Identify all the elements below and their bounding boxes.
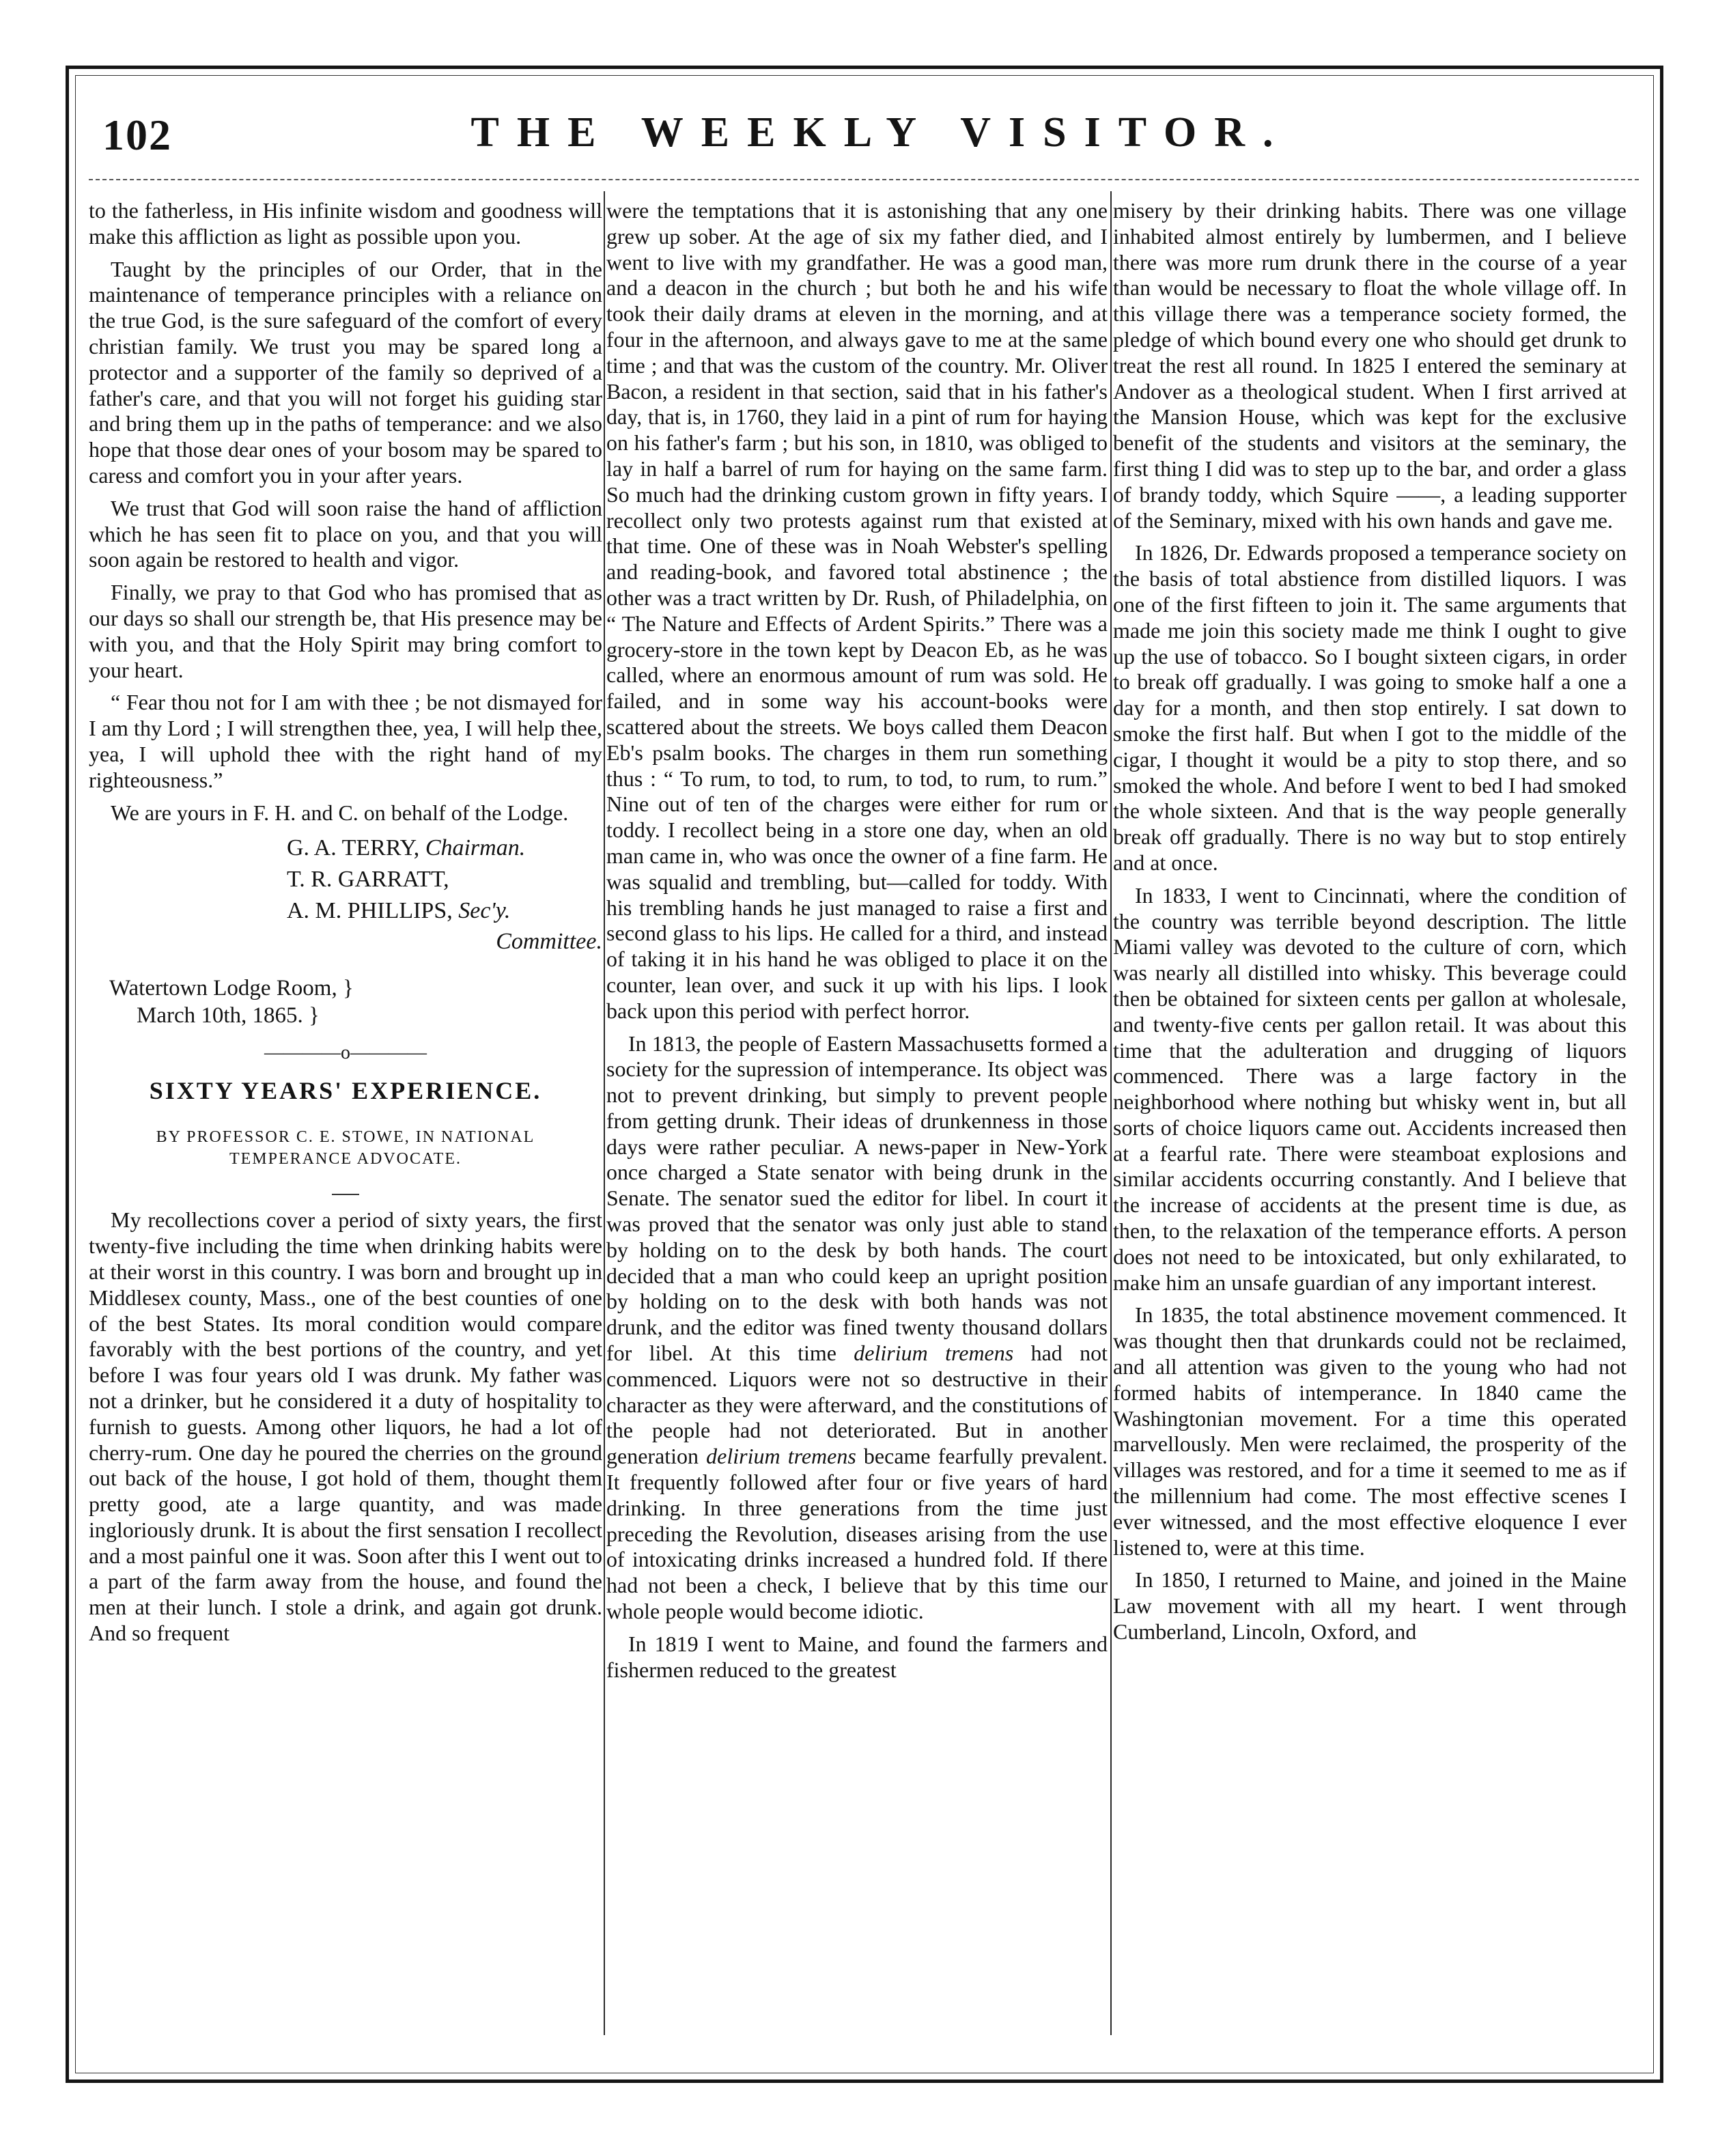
committee-label: Committee. xyxy=(496,929,602,955)
column-3 xyxy=(1113,198,1627,2028)
column-rule-1 xyxy=(604,191,605,2035)
page-number: 102 xyxy=(102,111,172,159)
section-divider: ————o———— xyxy=(264,1042,427,1064)
column-rule-2 xyxy=(1110,191,1112,2035)
lodge-date: March 10th, 1865. } xyxy=(137,1003,320,1028)
signature-terry: G. A. TERRY, Chairman. xyxy=(287,835,526,861)
paragraph: In 1850, I returned to Maine, and joined in the Maine Law movement with all my heart. I went through Cumberland, Lincoln, Oxford, and xyxy=(1113,1567,1627,1644)
paragraph: were the temptations that it is astonishing that any one grew up sober. At the age of six my father died, and I went to live with my grandfather. He was a good man, and a deacon in the church ; but both he and his wife took their daily drams at eleven in the morning, and at four in the afternoon, and always gave to me at the same time ; and that was the custom of the country. Mr. Oliver Bacon, a resident in that section, said that in his father's day, that is, in 1760, they laid in a pint of rum for haying on his father's farm ; but his son, in 1810, was obliged to lay in half a barrel of rum for haying on the same farm. So much had the drinking custom grown in fifty years. I recollect only two protests against rum that existed at that time. One of these was in Noah Webster's spelling and reading-book, and favored total abstinence ; the other was a tract written by Dr. Rush, of Philadelphia, on “ The Nature and Effects of Ardent Spirits.” There was a grocery-store in the town kept by Deacon Eb, as he was called, where an enormous amount of rum was sold. He failed, and in some way his account-books were scattered about the streets. We boys called them Deacon Eb's psalm books. The charges in them run something thus : “ To rum, to tod, to rum, to tod, to rum, to rum.” Nine out of ten of the charges were either for rum or toddy. I recollect being in a store one day, when an old man came in, who was once the owner of a fine farm. He was squalid and trembling, but—called for toddy. With his trembling hands he just managed to raise a first and second glass to his lips. He called for a third, and instead of taking it in his hand he was obliged to place it on the counter, lean over, and suck it up with his lips. I look back upon this period with perfect horror. xyxy=(606,198,1108,1023)
article-byline: BY PROFESSOR C. E. STOWE, IN NATIONAL xyxy=(156,1128,535,1147)
column-1 xyxy=(89,198,602,2028)
article-byline-source: TEMPERANCE ADVOCATE. xyxy=(229,1150,462,1168)
signature-phillips: A. M. PHILLIPS, Sec'y. xyxy=(287,898,511,924)
closing-line: We are yours in F. H. and C. on behalf of the Lodge. xyxy=(111,800,569,825)
signature-block xyxy=(89,832,602,957)
signature-garratt: T. R. GARRATT, xyxy=(287,867,449,893)
paragraph: In 1819 I went to Maine, and found the farmers and fishermen reduced to the greatest xyxy=(606,1631,1108,1682)
masthead-title: THE WEEKLY VISITOR. xyxy=(470,109,1291,156)
paragraph: Taught by the principles of our Order, that in the maintenance of temperance principles with a reliance on the true God, is the sure safeguard of the comfort of every christian family. We trust you may be spared long a protector and a supporter of the family so deprived of a father's care, and that you will not forget his guiding star and bring them up in the paths of temperance: and we also hope that those dear ones of your bosom may be spared to caress and comfort you in your after years. xyxy=(89,256,602,488)
article-title: SIXTY YEARS' EXPERIENCE. xyxy=(149,1077,542,1105)
scripture-quote: “ Fear thou not for I am with thee ; be not dismayed for I am thy Lord ; I will strengthen thee, yea, I will help thee, yea, I will uphold thee with the right hand of my righteousness.” xyxy=(89,690,602,792)
column-2 xyxy=(606,198,1108,2028)
paragraph: We trust that God will soon raise the hand of affliction which he has seen fit to place on you, and that you will soon again be restored to health and vigor. xyxy=(89,495,602,572)
lodge-place: Watertown Lodge Room, } xyxy=(109,976,354,1001)
paragraph: In 1835, the total abstinence movement commenced. It was thought then that drunkards could not be reclaimed, and all attention was given to the young who had not formed habits of intemperance. In 1840 came the Washingtonian movement. For a time this operated marvellously. Men were reclaimed, the prosperity of the villages was restored, and for a time it seemed to me as if the millennium had come. The most effective scenes I ever witnessed, and the most effective eloquence I ever listened to, were at this time. xyxy=(1113,1302,1627,1560)
byline-dash xyxy=(89,1181,602,1195)
paragraph: misery by their drinking habits. There was one village inhabited almost entirely by lumbermen, and I believe there was more rum drunk there in the course of a year than would be necessary to float the whole village off. In this village there was a temperance society formed, the pledge of which bound every one who should get drunk to treat the rest all round. In 1825 I entered the seminary at Andover as a theological student. When I first arrived at the Mansion House, which was kept for the exclusive benefit of the students and visitors at the seminary, the first thing I did was to step up to the bar, and order a glass of brandy toddy, which Squire ——, a leading supporter of the Seminary, mixed with his own hands and gave me. xyxy=(1113,198,1627,533)
paragraph: Finally, we pray to that God who has promised that as our days so shall our strength be, that His presence may be with you, and that the Holy Spirit may bring comfort to your heart. xyxy=(89,580,602,682)
header-rule xyxy=(89,179,1639,180)
paragraph: to the fatherless, in His infinite wisdom and goodness will make this affliction as light as possible upon you. xyxy=(89,198,602,249)
paragraph: In 1826, Dr. Edwards proposed a temperance society on the basis of total abstience from distilled liquors. I was one of the first fifteen to join it. The same arguments that made me join this society made me think I ought to give up the use of tobacco. So I bought sixteen cigars, in order to break off gradually. I was going to smoke half a one a day for a month, and then stop entirely. I sat down to smoke the first half. But when I got to the middle of the cigar, I thought it would be a pity to stop there, and so smoked the whole. And before I went to bed I had smoked the whole sixteen. And that is the way people generally break off gradually. There is no way but to stop entirely and at once. xyxy=(1113,540,1627,875)
paragraph: My recollections cover a period of sixty years, the first twenty-five including the time when drinking habits were at their worst in this country. I was born and brought up in Middlesex county, Mass., one of the best counties of one of the best States. Its moral condition would compare favorably with the best portions of the country, and yet before I was four years old I was drunk. My father was not a drinker, but he considered it a duty of hospitality to furnish to guests. Among other liquors, he had a lot of cherry-rum. One day he poured the cherries on the ground out back of the house, I got hold of them, thought them pretty good, ate a large quantity, and was made ingloriously drunk. It is about the first sensation I recollect and a most painful one it was. Soon after this I went out to a part of the farm away from the house, and found the men at their lunch. I stole a drink, and again got drunk. And so frequent xyxy=(89,1207,602,1646)
paragraph: In 1833, I went to Cincinnati, where the condition of the country was terrible beyond description. The little Miami valley was devoted to the culture of corn, which was nearly all distilled into whisky. This beverage could then be obtained for sixteen cents per gallon at wholesale, and twenty-five cents per gallon retail. It was about this time that the adulteration and drugging of liquors commenced. There was a large factory in the neighborhood where nothing but whisky went in, but all sorts of choice liquors came out. Accidents increased then at a fearful rate. There were steamboat explosions and similar accidents occurring constantly. And I believe that the increase of accidents at the present time is due, as then, to the relaxation of the temperance efforts. A person does not need to be intoxicated, but only exhilarated, to make him an unsafe guardian of any important interest. xyxy=(1113,882,1627,1295)
paragraph: In 1813, the people of Eastern Massachusetts formed a society for the supression of intemperance. Its object was not to prevent drinking, but simply to prevent people from getting drunk. Their ideas of drunkenness in those days were rather peculiar. A news-paper in New-York once charged a State senator with being drunk in the Senate. The senator sued the editor for libel. In court it was proved that the senator was only just able to stand by holding on to the desk by both hands. The court decided that a man who could keep an upright position by holding on to the desk with both hands was not drunk, and the editor was fined twenty thousand dollars for libel. At this time delirium tremens had not commenced. Liquors were not so destructive in their character as they were afterward, and the constitutions of the people had not deteriorated. But in another generation delirium tremens became fearfully prevalent. It frequently followed after four or five years of hard drinking. In three generations from the time just preceding the Revolution, diseases arising from the use of intoxicating drinks increased a hundred fold. If there had not been a check, I believe that by this time our whole people would become idiotic. xyxy=(606,1031,1108,1624)
